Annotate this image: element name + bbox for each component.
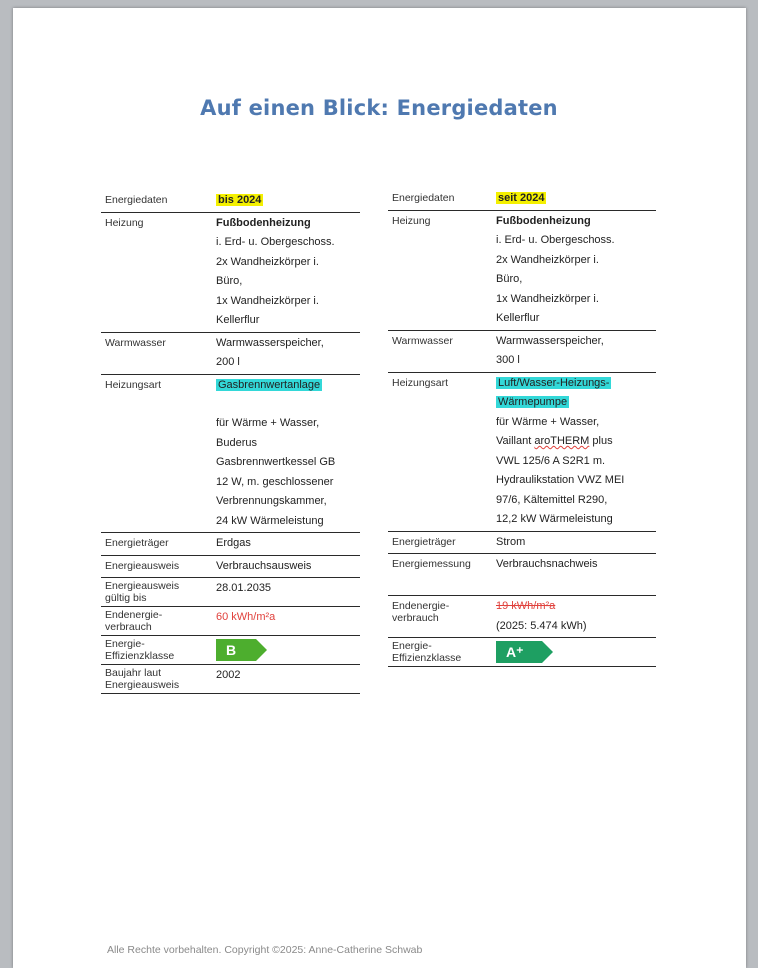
row-label: Heizung [101, 212, 212, 332]
label-line: Energie- [392, 640, 432, 652]
row-label [388, 596, 492, 638]
row-value [212, 190, 360, 212]
row-value [492, 638, 656, 667]
row-value [212, 636, 360, 665]
label-line: Endenergie- [105, 609, 163, 621]
table-row [101, 555, 360, 578]
row-label: Warmwasser [388, 330, 492, 372]
label-line: Energieausweis [105, 580, 180, 592]
heating-line: Fußbodenheizung [496, 214, 591, 227]
heating-line: Fußbodenheizung [216, 216, 311, 229]
table-row [101, 607, 360, 636]
row-label: Heizungsart [388, 372, 492, 531]
label-line: Energieausweis [105, 679, 180, 691]
label-line: Endenergie- [392, 600, 450, 612]
table-row [101, 636, 360, 665]
row-label: Energieausweis [101, 555, 212, 578]
table-row [101, 665, 360, 694]
row-label: Energiedaten [101, 190, 212, 212]
row-label: Heizung [388, 210, 492, 330]
row-label: Energieträger [388, 531, 492, 554]
water-line: 300 l [496, 354, 520, 366]
table-row [101, 190, 360, 212]
row-value: Erdgas [212, 533, 360, 556]
spellcheck-word: aroTHERM [534, 435, 590, 447]
table-row [388, 531, 656, 554]
label-line: gültig bis [105, 592, 147, 604]
heating-line: 2x Wandheizkörper i. [496, 253, 599, 266]
heating-type-line: Buderus [216, 436, 257, 449]
row-value: Strom [492, 531, 656, 554]
row-value: Verbrauchsnachweis [492, 554, 656, 596]
water-line: Warmwasserspeicher, [496, 334, 604, 347]
efficiency-class-badge: B [216, 639, 256, 661]
row-label [101, 607, 212, 636]
consumption-note: (2025: 5.474 kWh) [496, 619, 587, 632]
heating-type-line: Hydraulikstation VWZ MEI [496, 474, 625, 486]
period-highlight: seit 2024 [498, 192, 545, 204]
row-value [492, 330, 656, 372]
copyright-footer: Alle Rechte vorbehalten. Copyright ©2025: Anne-Catherine Schwab [107, 944, 423, 956]
heating-type-line: 12,2 kW Wärmeleistung [496, 513, 613, 525]
row-value [212, 212, 360, 332]
table-row [101, 533, 360, 556]
table-row [388, 372, 656, 531]
consumption-value: 60 kWh/m²a [212, 607, 360, 636]
energy-table-left [101, 190, 360, 694]
row-value [492, 210, 656, 330]
row-label: Energiemessung [388, 554, 492, 596]
heating-line: Büro, [216, 275, 243, 287]
water-line: 200 l [216, 356, 240, 368]
row-value [212, 374, 360, 533]
period-highlight: bis 2024 [218, 194, 262, 206]
page-title: Auf einen Blick: Energiedaten [200, 96, 558, 120]
heating-line: 2x Wandheizkörper i. [216, 255, 319, 268]
row-label [101, 636, 212, 665]
consumption-value: 19 kWh/m²a [496, 600, 556, 612]
heating-type-line: 12 W, m. geschlossener [216, 475, 334, 488]
label-line: Effizienzklasse [105, 650, 175, 662]
label-line: verbrauch [105, 621, 152, 633]
table-row [101, 374, 360, 533]
heating-type-line: für Wärme + Wasser, [216, 417, 320, 429]
water-line: Warmwasserspeicher, [216, 336, 324, 349]
row-value [492, 372, 656, 531]
heating-type-line [496, 432, 652, 452]
heating-line: Kellerflur [496, 312, 540, 324]
heating-line: 1x Wandheizkörper i. [496, 292, 599, 305]
table-row [388, 188, 656, 210]
table-row [101, 212, 360, 332]
row-value: Verbrauchsausweis [212, 555, 360, 578]
label-line: Baujahr laut [105, 667, 162, 679]
heating-type-line: VWL 125/6 A S2R1 m. [496, 454, 606, 467]
heating-line: Kellerflur [216, 314, 260, 326]
text-fragment: plus [589, 435, 613, 447]
row-value [492, 596, 656, 638]
row-label: Energieträger [101, 533, 212, 556]
heating-type-line: Gasbrennwertkessel GB [216, 456, 336, 468]
label-line: Effizienzklasse [392, 652, 462, 664]
row-label [101, 665, 212, 694]
table-row [388, 638, 656, 667]
text-fragment: Vaillant [496, 435, 535, 447]
heating-type-line: für Wärme + Wasser, [496, 415, 600, 428]
row-value [212, 332, 360, 374]
efficiency-class-badge: A⁺ [496, 641, 542, 663]
heating-line: 1x Wandheizkörper i. [216, 294, 319, 307]
energy-table-right [388, 188, 656, 667]
row-label [388, 638, 492, 667]
heating-line: i. Erd- u. Obergeschoss. [216, 236, 335, 248]
row-label: Energiedaten [388, 188, 492, 210]
label-line: Energie- [105, 638, 145, 650]
label-line: verbrauch [392, 612, 439, 624]
row-label: Warmwasser [101, 332, 212, 374]
table-row [388, 330, 656, 372]
row-value [492, 188, 656, 210]
heating-type-line: 24 kW Wärmeleistung [216, 514, 324, 527]
heating-type-line: 97/6, Kältemittel R290, [496, 493, 608, 506]
table-row [101, 578, 360, 607]
heating-line: i. Erd- u. Obergeschoss. [496, 234, 615, 246]
heating-type-highlight: Gasbrennwertanlage [218, 378, 321, 391]
row-value: 2002 [212, 665, 360, 694]
heating-type-highlight: Wärmepumpe [498, 396, 568, 408]
row-value: 28.01.2035 [212, 578, 360, 607]
table-row [388, 596, 656, 638]
table-row [101, 332, 360, 374]
heating-type-line: Verbrennungskammer, [216, 495, 327, 507]
heating-line: Büro, [496, 273, 523, 285]
table-row [388, 554, 656, 596]
heating-type-highlight: Luft/Wasser-Heizungs- [498, 376, 610, 389]
row-label: Heizungsart [101, 374, 212, 533]
row-label [101, 578, 212, 607]
table-row [388, 210, 656, 330]
